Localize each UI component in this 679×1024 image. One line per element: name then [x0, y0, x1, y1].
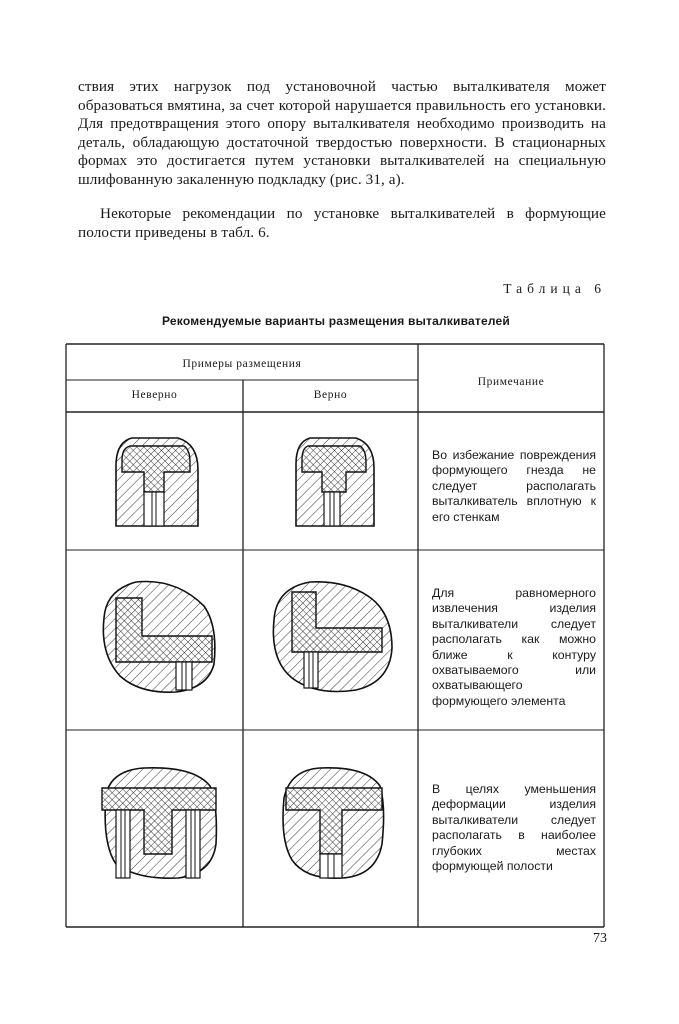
table-number-label: Таблица 6 — [503, 281, 606, 296]
header-note: Примечание — [477, 376, 545, 388]
header-group: Примеры размещения — [182, 358, 302, 370]
header-wrong: Неверно — [131, 389, 178, 401]
figure-row3-right — [276, 764, 388, 882]
figure-row3-wrong — [98, 764, 220, 882]
figure-row1-right — [292, 436, 378, 530]
body-paragraph-2: Некоторые рекомендации по установке выталкивателей в формующие полости приведены в табл. 6. — [78, 205, 606, 241]
row1-note: Во избежание повреждения формующего гнезда не следует располагать выталкиватель вплотную к его стенкам — [432, 448, 596, 524]
figure-row2-right — [264, 578, 396, 696]
header-right: Верно — [313, 389, 348, 401]
figure-row1-wrong — [112, 436, 202, 530]
table-title: Рекомендуемые варианты размещения выталкивателей — [162, 314, 510, 328]
row3-note: В целях уменьшения деформации изделия выталкиватели следует располагать в наиболее глубоких местах формующей полости — [432, 782, 596, 874]
figure-row2-wrong — [96, 578, 220, 696]
row2-note: Для равномерного извлечения изделия выталкиватели следует располагать как можно ближе к контуру охватываемого или охватывающего формующего элемента — [432, 586, 596, 708]
body-paragraph-1: ствия этих нагрузок под установочной частью выталкивателя может образоваться вмятина, за счет которой нарушается правильность его установки. Для предотвращения этого опору выталкивателя необходимо производить на деталь, обладающую достаточной твердостью поверхности. В стационарных формах это достигается путем установки выталкивателей на специальную шлифованную закаленную подкладку (рис. 31, а). — [78, 78, 606, 188]
page-number: 73 — [593, 931, 607, 946]
